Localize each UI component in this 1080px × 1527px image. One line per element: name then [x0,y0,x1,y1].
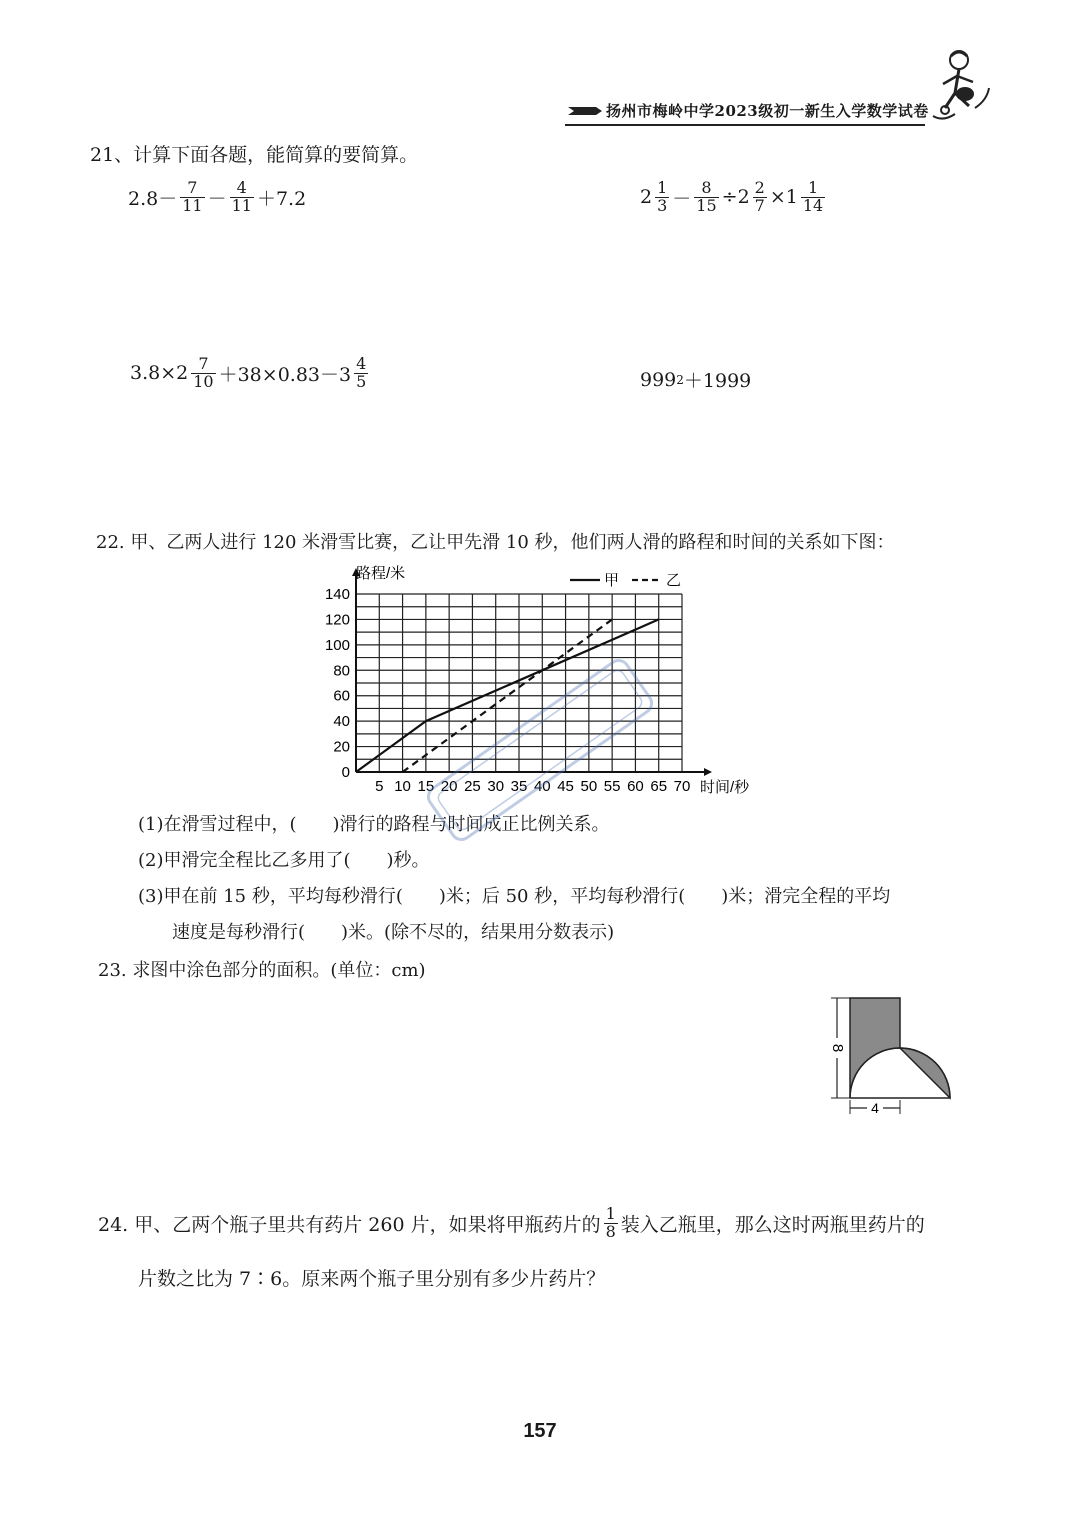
q21-p4-base: 999 [640,368,677,391]
q21-p3-lead: 3.8×2 [130,362,189,385]
x-tick-label: 55 [603,778,621,795]
width-label: 4 [871,1100,879,1116]
legend-label: 乙 [666,572,682,589]
chart-y-axis-label: 路程/米 [356,565,406,582]
numerator: 7 [198,354,209,373]
x-tick-label: 70 [673,778,691,795]
q24-line-1b: 装入乙瓶里，那么这时两瓶里药片的 [620,1213,925,1236]
q21-problem-3 [130,356,371,391]
q22-sub-2: (2)甲滑完全程比乙多用了( )秒。 [138,850,430,871]
x-tick-label: 35 [510,778,528,795]
y-tick-label: 140 [324,586,350,603]
q21-p3-frac-1 [191,356,215,391]
q24-frac [604,1206,618,1241]
q21-p2-frac-3 [753,180,767,215]
denominator: 5 [356,371,367,391]
q21-problem-4 [640,366,751,393]
q21-p1-mid: － [207,187,227,210]
q24-line-2: 片数之比为 7∶6。原来两个瓶子里分别有多少片药片？ [138,1268,606,1290]
denominator: 3 [657,195,668,215]
chart-y-ticks [325,586,350,781]
numerator: 1 [657,178,668,197]
y-tick-label: 0 [341,764,350,781]
y-tick-label: 20 [333,738,350,756]
watermark-stamp [400,630,680,870]
x-tick-label: 25 [464,778,481,795]
shaded-region-right [900,1048,950,1098]
numerator: 8 [701,178,712,197]
q23-title: 23. 求图中涂色部分的面积。(单位：cm) [98,960,426,981]
legend-label: 甲 [604,572,620,589]
q22-sub-3a: (3)甲在前 15 秒，平均每秒滑行( )米；后 50 秒，平均每秒滑行( )米；滑完全程的平均 [138,886,891,907]
denominator: 11 [182,195,203,215]
q21-p1-lead: 2.8－ [128,187,178,210]
y-tick-label: 40 [333,713,350,731]
q21-p2-frac-2 [694,180,718,215]
numerator: 7 [187,178,198,197]
y-tick-label: 80 [333,662,350,680]
q24-line-1 [98,1206,925,1241]
q21-p1-frac-2 [230,180,254,215]
q21-p2-a: 2 [640,186,653,209]
x-tick-label: 40 [533,778,551,795]
denominator: 8 [605,1221,616,1241]
q22-title: 22. 甲、乙两人进行 120 米滑雪比赛，乙让甲先滑 10 秒，他们两人滑的路程和时间的关系如下图： [96,532,895,553]
q22-sub-3b: 速度是每秒滑行( )米。(除不尽的，结果用分数表示) [172,922,615,943]
q21-p2-frac-1 [655,180,669,215]
mascot-icon [925,48,995,128]
numerator: 1 [807,178,819,197]
y-tick-label: 60 [333,687,350,705]
denominator: 14 [802,195,824,215]
y-tick-label: 120 [324,611,350,629]
q21-title: 21、计算下面各题，能简算的要简算。 [90,144,419,166]
x-tick-label: 60 [627,778,644,795]
denominator: 10 [193,371,214,391]
numerator: 2 [754,178,765,197]
q21-problem-1 [128,180,306,215]
header-title: 扬州市梅岭中学2023级初一新生入学数学试卷 [606,102,929,120]
x-tick-label: 20 [440,778,458,795]
y-tick-label: 100 [324,636,350,654]
q21-p1-frac-1 [180,180,204,215]
denominator: 7 [754,195,765,215]
denominator: 15 [696,195,717,215]
denominator: 11 [231,195,252,215]
height-label: 8 [829,1043,847,1053]
x-tick-label: 30 [487,778,505,795]
q21-p1-tail: ＋7.2 [256,187,307,210]
q21-p3-mid: ＋38×0.83－3 [218,363,352,386]
q22-sub-1: (1)在滑雪过程中，( )滑行的路程与时间成正比例关系。 [138,814,610,835]
numerator: 4 [236,178,247,197]
chart-legend [570,572,681,589]
x-tick-label: 5 [375,778,384,795]
numerator: 4 [356,354,367,373]
q23-figure [825,990,960,1120]
q21-p2-frac-4 [801,180,825,215]
x-tick-label: 65 [650,778,668,795]
q21-p4-tail: ＋1999 [683,370,752,392]
page-number: 157 [523,1420,557,1442]
x-axis-arrow-icon [704,768,712,776]
chart-x-axis-label: 时间/秒 [700,779,750,796]
x-tick-label: 50 [580,778,598,795]
q21-p3-frac-2 [354,356,368,391]
q21-p4-exp: 2 [676,372,684,387]
x-tick-label: 10 [394,778,411,795]
header-arrow-icon [568,104,602,118]
q21-problem-2 [640,180,828,215]
x-tick-label: 45 [557,778,574,795]
q21-p2-m1: － [672,187,692,210]
q21-p2-m2: ÷2 [721,186,750,209]
q21-p2-m3: ×1 [769,186,798,209]
x-tick-label: 15 [417,778,435,795]
numerator: 1 [605,1204,616,1223]
q24-line-1a: 24. 甲、乙两个瓶子里共有药片 260 片，如果将甲瓶药片的 [98,1213,601,1236]
